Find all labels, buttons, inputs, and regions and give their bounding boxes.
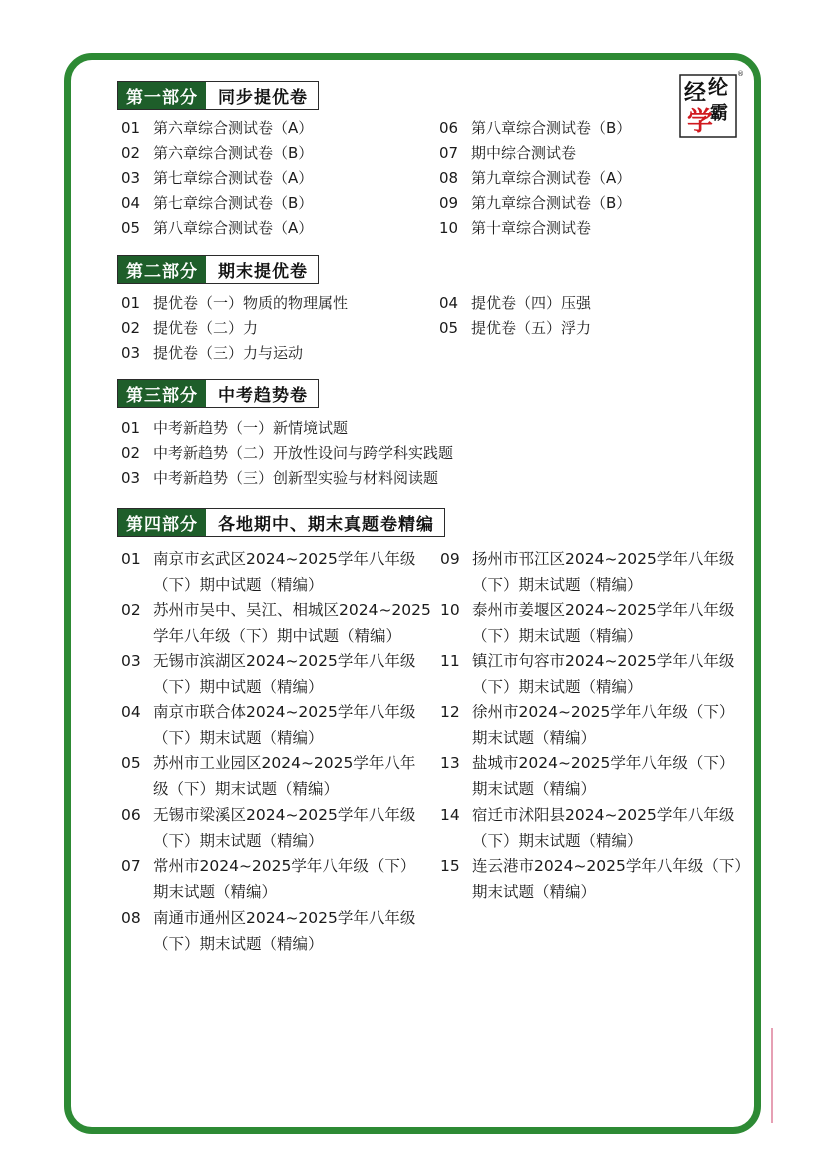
item-title: 第六章综合测试卷（A）: [153, 119, 314, 137]
item-number: 02: [121, 444, 141, 462]
item-title-line2: 期末试题（精编）: [472, 779, 597, 798]
toc-item[interactable]: [121, 906, 415, 957]
item-title: 提优卷（四）压强: [471, 294, 592, 312]
section-header-1: [117, 81, 319, 110]
logo-char-1: 经: [684, 80, 707, 106]
item-number: 10: [440, 601, 460, 619]
item-title-line1: 宿迁市沭阳县2024~2025学年八年级: [472, 806, 735, 824]
toc-item[interactable]: [440, 598, 734, 649]
toc-item[interactable]: [121, 191, 313, 216]
item-title-line2: （下）期末试题（精编）: [472, 626, 643, 645]
item-title-line2: 期末试题（精编）: [472, 882, 597, 901]
section-tag: 第三部分: [118, 380, 206, 407]
item-title-line2: （下）期末试题（精编）: [153, 728, 324, 747]
logo-char-4: 霸: [710, 103, 728, 124]
item-title-line1: 徐州市2024~2025学年八年级（下）: [472, 703, 735, 721]
item-title-line2: （下）期末试题（精编）: [153, 934, 324, 953]
section-name: 期末提优卷: [218, 262, 308, 282]
toc-item[interactable]: [439, 116, 631, 141]
item-title: 第六章综合测试卷（B）: [153, 144, 314, 162]
toc-item[interactable]: [121, 854, 415, 905]
item-number: 08: [121, 909, 141, 927]
item-number: 03: [121, 344, 141, 362]
item-number: 11: [440, 652, 460, 670]
item-number: 07: [439, 144, 459, 162]
item-title-line1: 南京市玄武区2024~2025学年八年级: [153, 550, 416, 568]
item-title-line2: 学年八年级（下）期中试题（精编）: [153, 626, 402, 645]
item-title: 中考新趋势（一）新情境试题: [153, 419, 349, 437]
toc-item[interactable]: [440, 854, 750, 905]
toc-item[interactable]: [121, 216, 313, 241]
item-number: 04: [121, 194, 141, 212]
registered-mark: ®: [737, 70, 744, 78]
section-name: 各地期中、期末真题卷精编: [218, 515, 434, 535]
section-name: 中考趋势卷: [218, 386, 308, 406]
item-title-line2: （下）期末试题（精编）: [472, 575, 643, 594]
item-number: 03: [121, 469, 141, 487]
item-title: 期中综合测试卷: [471, 144, 577, 162]
item-title-line1: 连云港市2024~2025学年八年级（下）: [472, 857, 750, 875]
toc-item[interactable]: [439, 316, 591, 341]
item-title-line1: 南京市联合体2024~2025学年八年级: [153, 703, 416, 721]
toc-item[interactable]: [121, 341, 303, 366]
item-title-line2: 期末试题（精编）: [472, 728, 597, 747]
item-number: 02: [121, 319, 141, 337]
brand-logo: [679, 74, 737, 138]
item-number: 01: [121, 294, 141, 312]
item-number: 06: [439, 119, 459, 137]
toc-item[interactable]: [121, 141, 313, 166]
item-title-line1: 苏州市吴中、吴江、相城区2024~2025: [153, 601, 431, 619]
item-number: 05: [121, 219, 141, 237]
item-title: 第八章综合测试卷（A）: [153, 219, 314, 237]
item-number: 01: [121, 119, 141, 137]
section-tag: 第二部分: [118, 256, 206, 283]
item-title-line1: 常州市2024~2025学年八年级（下）: [153, 857, 416, 875]
toc-item[interactable]: [440, 803, 734, 854]
item-title-line1: 泰州市姜堰区2024~2025学年八年级: [472, 601, 735, 619]
toc-item[interactable]: [439, 216, 591, 241]
item-title-line2: （下）期中试题（精编）: [153, 677, 324, 696]
toc-item[interactable]: [121, 166, 313, 191]
section-tag: 第一部分: [118, 82, 206, 109]
item-title-line2: 期末试题（精编）: [153, 882, 278, 901]
toc-item[interactable]: [440, 700, 734, 751]
item-title-line2: （下）期末试题（精编）: [472, 677, 643, 696]
toc-item[interactable]: [121, 598, 431, 649]
toc-item[interactable]: [121, 441, 453, 466]
toc-item[interactable]: [440, 649, 734, 700]
toc-item[interactable]: [440, 547, 734, 598]
section-name: 同步提优卷: [218, 88, 308, 108]
toc-item[interactable]: [121, 751, 415, 802]
item-number: 01: [121, 550, 141, 568]
toc-item[interactable]: [121, 649, 415, 700]
item-number: 15: [440, 857, 460, 875]
toc-item[interactable]: [121, 466, 438, 491]
section-header-4: [117, 508, 445, 537]
toc-item[interactable]: [121, 416, 348, 441]
margin-mark: [771, 1028, 773, 1123]
item-number: 12: [440, 703, 460, 721]
item-number: 05: [121, 754, 141, 772]
item-title-line1: 盐城市2024~2025学年八年级（下）: [472, 754, 735, 772]
item-number: 09: [440, 550, 460, 568]
item-title: 第七章综合测试卷（A）: [153, 169, 314, 187]
item-title: 提优卷（三）力与运动: [153, 344, 304, 362]
toc-item[interactable]: [439, 191, 631, 216]
toc-item[interactable]: [121, 803, 415, 854]
item-title-line2: （下）期中试题（精编）: [153, 575, 324, 594]
toc-item[interactable]: [121, 547, 415, 598]
item-number: 14: [440, 806, 460, 824]
toc-item[interactable]: [121, 316, 258, 341]
item-title: 提优卷（五）浮力: [471, 319, 592, 337]
item-title-line1: 苏州市工业园区2024~2025学年八年: [153, 754, 416, 772]
item-number: 02: [121, 144, 141, 162]
item-number: 04: [439, 294, 459, 312]
item-title: 第十章综合测试卷: [471, 219, 592, 237]
item-number: 10: [439, 219, 459, 237]
item-number: 13: [440, 754, 460, 772]
section-tag: 第四部分: [118, 509, 206, 536]
logo-char-3: 学: [687, 107, 714, 137]
item-title-line1: 南通市通州区2024~2025学年八年级: [153, 909, 416, 927]
toc-item[interactable]: [439, 141, 576, 166]
item-number: 02: [121, 601, 141, 619]
item-number: 06: [121, 806, 141, 824]
section-header-3: [117, 379, 319, 408]
logo-char-2: 纶: [708, 75, 728, 99]
item-title-line1: 无锡市滨湖区2024~2025学年八年级: [153, 652, 416, 670]
item-title-line2: 级（下）期末试题（精编）: [153, 779, 340, 798]
item-title: 中考新趋势（三）创新型实验与材料阅读题: [153, 469, 439, 487]
item-number: 08: [439, 169, 459, 187]
section-header-2: [117, 255, 319, 284]
item-title-line2: （下）期末试题（精编）: [472, 831, 643, 850]
item-title-line1: 无锡市梁溪区2024~2025学年八年级: [153, 806, 416, 824]
item-title-line1: 镇江市句容市2024~2025学年八年级: [472, 652, 735, 670]
item-title: 提优卷（一）物质的物理属性: [153, 294, 349, 312]
item-number: 01: [121, 419, 141, 437]
item-number: 03: [121, 169, 141, 187]
item-title: 第九章综合测试卷（B）: [471, 194, 632, 212]
item-number: 09: [439, 194, 459, 212]
toc-item[interactable]: [440, 751, 734, 802]
item-title-line2: （下）期末试题（精编）: [153, 831, 324, 850]
item-title-line1: 扬州市邗江区2024~2025学年八年级: [472, 550, 735, 568]
item-title: 第九章综合测试卷（A）: [471, 169, 632, 187]
item-number: 03: [121, 652, 141, 670]
item-number: 07: [121, 857, 141, 875]
toc-item[interactable]: [121, 116, 313, 141]
toc-item[interactable]: [121, 700, 415, 751]
toc-item[interactable]: [439, 166, 631, 191]
item-number: 05: [439, 319, 459, 337]
item-title: 第八章综合测试卷（B）: [471, 119, 632, 137]
item-number: 04: [121, 703, 141, 721]
item-title: 提优卷（二）力: [153, 319, 259, 337]
item-title: 中考新趋势（二）开放性设问与跨学科实践题: [153, 444, 454, 462]
toc-item[interactable]: [439, 291, 591, 316]
toc-item[interactable]: [121, 291, 348, 316]
item-title: 第七章综合测试卷（B）: [153, 194, 314, 212]
